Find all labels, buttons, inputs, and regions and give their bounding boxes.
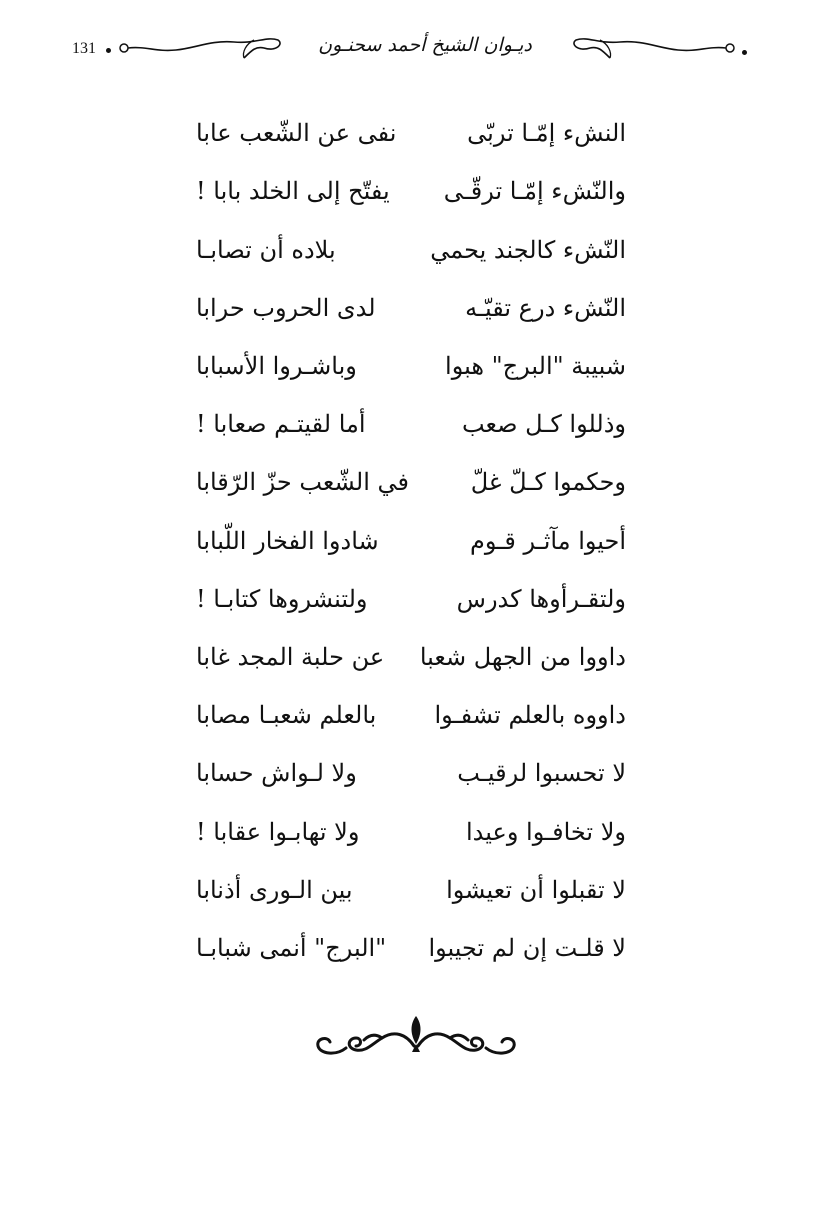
verse-first-hemistich: داووه بالعلم تشفـوا bbox=[434, 701, 626, 730]
verse-first-hemistich: وحكموا كـلّ غلّ bbox=[470, 468, 626, 497]
verse-line bbox=[196, 454, 626, 512]
verse-first-hemistich: النّشء درع تقيّـه bbox=[465, 293, 626, 322]
verse-second-hemistich: ولتنشروها كتابـا ! bbox=[196, 584, 368, 613]
verse-first-hemistich: والنّشء إمّـا ترقّـى bbox=[443, 177, 626, 206]
verse-line bbox=[196, 396, 626, 454]
poem-body bbox=[196, 105, 626, 978]
page-number: 131 bbox=[72, 40, 96, 57]
bullet-icon bbox=[106, 48, 111, 53]
verse-line bbox=[196, 571, 626, 629]
verse-second-hemistich: يفتّح إلى الخلد بابا ! bbox=[196, 177, 390, 206]
verse-first-hemistich: أحيوا مآثـر قـوم bbox=[470, 526, 626, 555]
bullet-icon bbox=[742, 50, 747, 55]
verse-line bbox=[196, 338, 626, 396]
verse-second-hemistich: في الشّعب حزّ الرّقابا bbox=[196, 468, 409, 497]
verse-second-hemistich: عن حلبة المجد غابا bbox=[196, 642, 385, 671]
verse-first-hemistich: ولتقـرأوها كدرس bbox=[456, 584, 626, 613]
verse-first-hemistich: لا تحسبوا لرقيـب bbox=[457, 759, 626, 788]
verse-second-hemistich: بلاده أن تصابـا bbox=[196, 235, 336, 264]
verse-first-hemistich: لا قلـت إن لم تجيبوا bbox=[428, 933, 626, 962]
verse-first-hemistich: داووا من الجهل شعبا bbox=[419, 642, 626, 671]
verse-line bbox=[196, 803, 626, 861]
verse-second-hemistich: شادوا الفخار اللّبابا bbox=[196, 526, 379, 555]
verse-second-hemistich: ولا لـواش حسابا bbox=[196, 759, 357, 788]
flourish-icon bbox=[568, 28, 738, 68]
verse-second-hemistich: أما لقيتـم صعابا ! bbox=[196, 410, 366, 439]
verse-second-hemistich: ولا تهابـوا عقابا ! bbox=[196, 817, 360, 846]
verse-line bbox=[196, 920, 626, 978]
verse-second-hemistich: لدى الحروب حرابا bbox=[196, 293, 376, 322]
verse-second-hemistich: "البرج" أنمى شبابـا bbox=[196, 933, 387, 962]
verse-first-hemistich: شبيبة "البرج" هبوا bbox=[445, 352, 626, 381]
verse-second-hemistich: وباشـروا الأسبابا bbox=[196, 352, 357, 381]
verse-first-hemistich: النشء إمّـا تربّى bbox=[467, 119, 626, 148]
verse-line bbox=[196, 861, 626, 919]
verse-line bbox=[196, 687, 626, 745]
verse-first-hemistich: ولا تخافـوا وعيدا bbox=[465, 817, 626, 846]
verse-first-hemistich: النّشء كالجند يحمي bbox=[430, 235, 626, 264]
header-title: ديـوان الشيخ أحمد سحنـون bbox=[318, 34, 532, 56]
verse-line bbox=[196, 221, 626, 279]
verse-line bbox=[196, 105, 626, 163]
verse-second-hemistich: نفى عن الشّعب عابا bbox=[196, 119, 397, 148]
verse-first-hemistich: لا تقبلوا أن تعيشوا bbox=[446, 875, 626, 904]
verse-second-hemistich: بالعلم شعبـا مصابا bbox=[196, 701, 377, 730]
ornament-icon bbox=[306, 1012, 526, 1068]
verse-first-hemistich: وذللوا كـل صعب bbox=[461, 410, 626, 439]
verse-line bbox=[196, 163, 626, 221]
verse-line bbox=[196, 280, 626, 338]
verse-line bbox=[196, 512, 626, 570]
flourish-icon bbox=[116, 28, 286, 68]
verse-line bbox=[196, 745, 626, 803]
verse-line bbox=[196, 629, 626, 687]
verse-second-hemistich: بين الـورى أذنابا bbox=[196, 875, 353, 904]
